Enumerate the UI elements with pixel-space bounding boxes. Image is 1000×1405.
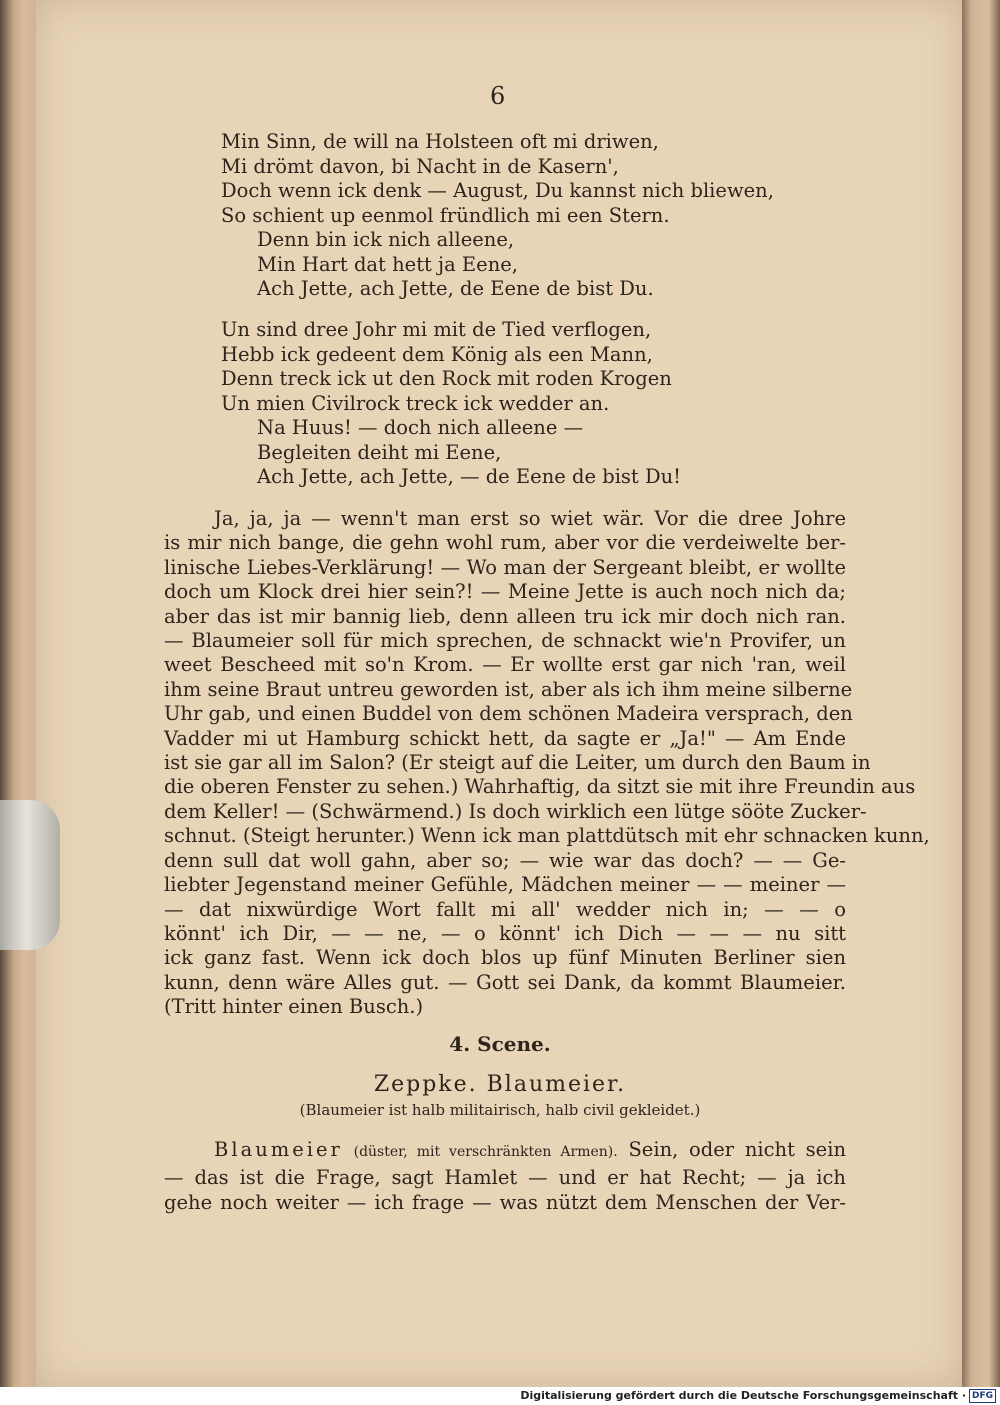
digitization-credit: Digitalisierung gefördert durch die Deutsche Forschungsgemeinschaft · (520, 1389, 966, 1402)
prose-line: weet Bescheed mit so'n Krom. — Er wollte erst gar nich 'ran, weil (164, 653, 846, 677)
prose-line: Vadder mi ut Hamburg schickt hett, da sagte er „Ja!" — Am Ende (164, 726, 846, 750)
prose-monologue (164, 507, 930, 1020)
verse-stanza-2 (221, 318, 681, 490)
scene-costume-note: (Blaumeier ist halb militairisch, halb civil gekleidet.) (299, 1101, 701, 1119)
dialogue-text: Sein, oder nicht sein (628, 1138, 847, 1161)
prose-line: aber das ist mir bannig lieb, denn alleen tru ick mir doch nich ran. (164, 604, 846, 628)
prose-line: liebter Jegenstand meiner Gefühle, Mädchen meiner — — meiner — (164, 873, 846, 897)
prose-line: könnt' ich Dir, — — ne, — o könnt' ich Dich — — — nu sitt (164, 921, 846, 945)
verse-line: Mi drömt davon, bi Nacht in de Kasern', (221, 154, 619, 178)
footer-bar (0, 1387, 1000, 1405)
verse-line: Min Hart dat hett ja Eene, (257, 252, 519, 276)
verse-line: Hebb ick gedeent dem König als een Mann, (221, 342, 653, 366)
verse-line: So schient up eenmol fründlich mi een Stern. (221, 203, 670, 227)
dfg-logo: DFG (969, 1389, 996, 1403)
scene-heading: 4. Scene. (449, 1032, 551, 1056)
prose-line: is mir nich bange, die gehn wohl rum, aber vor die verdeiwelte ber- (164, 531, 846, 555)
prose-line: — Blaumeier soll für mich sprechen, de schnackt wie'n Provifer, un (164, 629, 846, 653)
verse-line: Ach Jette, ach Jette, de Eene de bist Du. (257, 277, 654, 300)
scene-characters: Zeppke. Blaumeier. (373, 1072, 627, 1097)
dialogue-block (164, 1137, 846, 1215)
verse-line: Un mien Civilrock treck ick wedder an. (221, 391, 610, 415)
dialogue-line-3: gehe noch weiter — ich frage — was nützt dem Menschen der Ver- (164, 1191, 846, 1214)
prose-line: ist sie gar all im Salon? (Er steigt auf die Leiter, um durch den Baum in (164, 751, 871, 775)
book-right-edge (962, 0, 1000, 1387)
verse-line: Denn bin ick nich alleene, (257, 228, 515, 251)
verse-line: Denn treck ick ut den Rock mit roden Krogen (221, 367, 672, 390)
verse-line: Begleiten deiht mi Eene, (257, 440, 502, 464)
prose-line: dem Keller! — (Schwärmend.) Is doch wirklich een lütge sööte Zucker- (164, 799, 867, 823)
prose-line: — dat nixwürdige Wort fallt mi all' wedder nich in; — — o (164, 897, 846, 921)
prose-line: ick ganz fast. Wenn ick doch blos up fünf Minuten Berliner sien (164, 946, 846, 970)
verse-stanza-1 (221, 130, 774, 302)
prose-line: Ja, ja, ja — wenn't man erst so wiet wär. Vor die dree Johre (214, 507, 846, 530)
prose-line: ihm seine Braut untreu geworden ist, aber als ich ihm meine silberne (164, 677, 853, 701)
prose-line: Uhr gab, und einen Buddel von dem schönen Madeira versprach, den (164, 702, 853, 726)
prose-line: (Tritt hinter einen Busch.) (164, 995, 424, 1019)
prose-line: doch um Klock drei hier sein?! — Meine Jette is auch noch nich da; (164, 580, 846, 604)
prose-line: linische Liebes-Verklärung! — Wo man der Sergeant bleibt, er wollte (164, 555, 846, 579)
prose-line: denn sull dat woll gahn, aber so; — wie war das doch? — — Ge- (164, 848, 846, 872)
verse-line: Doch wenn ick denk — August, Du kannst nich bliewen, (221, 179, 774, 202)
prose-line: schnut. (Steigt herunter.) Wenn ick man plattdütsch mit ehr schnacken kunn, (164, 824, 930, 848)
stage-direction: (düster, mit verschränkten Armen). (353, 1144, 618, 1160)
verse-line: Na Huus! — doch nich alleene — (257, 416, 584, 439)
verse-line: Un sind dree Johr mi mit de Tied verflogen, (221, 318, 652, 341)
dialogue-line-1 (164, 1137, 846, 1165)
page-number: 6 (490, 82, 506, 110)
book-left-edge (0, 0, 40, 1387)
prose-line: kunn, denn wäre Alles gut. — Gott sei Dank, da kommt Blaumeier. (164, 970, 846, 994)
speaker-name: Blaumeier (214, 1138, 343, 1161)
verse-line: Min Sinn, de will na Holsteen oft mi driwen, (221, 130, 659, 153)
prose-line: die oberen Fenster zu sehen.) Wahrhaftig, da sitzt sie mit ihre Freundin aus (164, 775, 916, 799)
verse-line: Ach Jette, ach Jette, — de Eene de bist Du! (257, 465, 682, 488)
dialogue-line-2: — das ist die Frage, sagt Hamlet — und er hat Recht; — ja ich (164, 1166, 846, 1189)
page-clip (0, 800, 60, 950)
